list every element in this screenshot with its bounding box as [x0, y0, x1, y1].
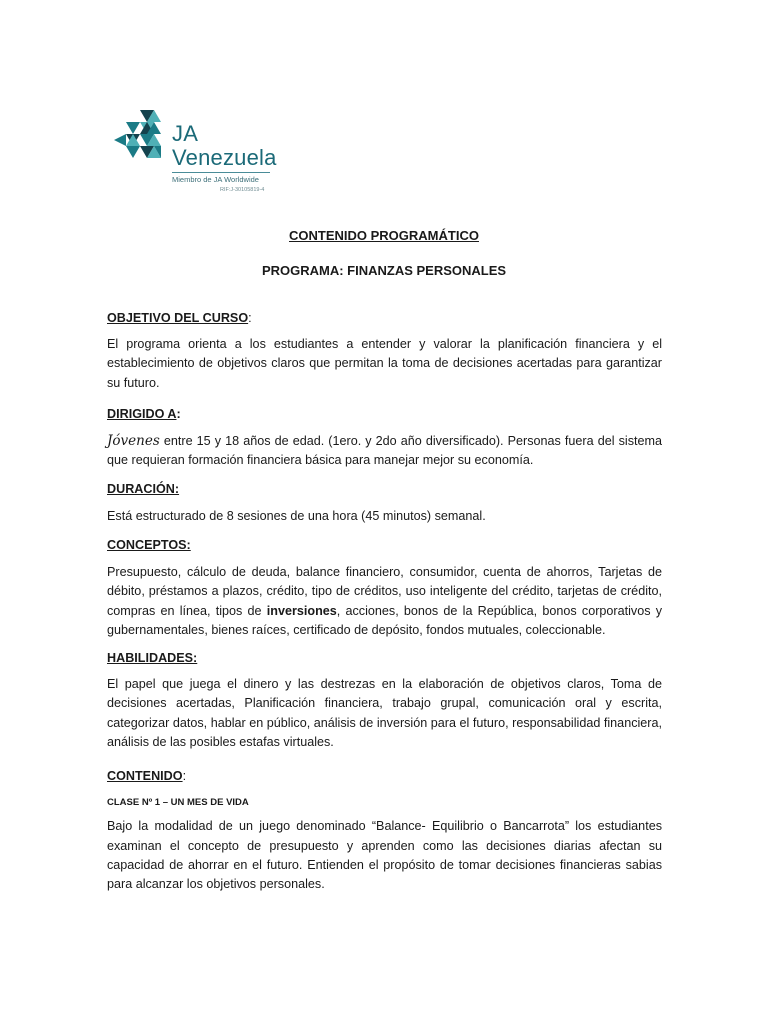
concepts-text-before: Presupuesto, cálculo de deuda, balance financiero, consumidor, cuenta de ahorros, Tarjetas de débito, préstamos a plazos, crédito, tipo de créditos, uso inteligente del crédito, tarjetas de crédito, compras en línea, tipos de	[107, 565, 662, 618]
objective-heading	[107, 309, 662, 328]
concepts-heading: CONCEPTOS:	[107, 538, 191, 552]
triangle-mosaic-icon	[110, 106, 166, 166]
duration-heading: DURACIÓN:	[107, 482, 180, 496]
class1-text: Bajo la modalidad de un juego denominado “Balance- Equilibrio o Bancarrota” los estudiantes examinan el concepto de presupuesto y aprenden como las decisiones diarias afectan su capacidad de ahorrar en el futuro. Entienden el propósito de tomar decisiones financieras sabias para alcanzar los objetivos personales.	[107, 819, 662, 892]
objective-section	[107, 309, 662, 393]
logo-title-line2: Venezuela	[172, 145, 277, 170]
concepts-section	[107, 536, 662, 640]
objective-heading-text: OBJETIVO DEL CURSO	[107, 311, 249, 325]
audience-section	[107, 405, 662, 471]
content-section	[107, 767, 662, 894]
objective-text: El programa orienta a los estudiantes a entender y valorar la planificación financiera y el establecimiento de objetivos claros que permitan la toma de decisiones acertadas para garantizar su futuro.	[107, 337, 662, 390]
audience-heading-text: DIRIGIDO A	[107, 407, 177, 421]
concepts-text-bold: inversiones	[266, 603, 337, 618]
class1-heading: CLASE Nº 1 – UN MES DE VIDA	[107, 797, 249, 809]
ja-venezuela-logo	[110, 106, 290, 200]
logo-divider	[172, 172, 270, 173]
audience-body: entre 15 y 18 años de edad. (1ero. y 2do año diversificado). Personas fuera del sistema que requieran formación financiera básica para manejar mejor su economía.	[107, 434, 662, 468]
document-title: CONTENIDO PROGRAMÁTICO	[289, 228, 479, 243]
audience-text	[107, 432, 662, 470]
program-title: PROGRAMA: FINANZAS PERSONALES	[261, 263, 507, 278]
concepts-text-after: , acciones, bonos de la República, bonos corporativos y gubernamentales, bienes raíces, certificado de depósito, fondos mutuales, coleccionable.	[107, 603, 663, 637]
logo-title	[172, 122, 277, 170]
duration-section	[107, 480, 662, 526]
logo-rif: RIF:J-30105819-4	[220, 187, 265, 193]
objective-heading-suffix: :	[248, 311, 252, 325]
skills-text: El papel que juega el dinero y las destrezas en la elaboración de objetivos claros, Toma de decisiones acertadas, Planificación financiera, trabajo grupal, comunicación oral y escrita, categorizar datos, hablar en público, análisis de inversión para el futuro, responsabilidad financiera, análisis de las posibles estafas virtuales.	[107, 677, 662, 749]
audience-heading	[107, 405, 662, 424]
logo-subtitle: Miembro de JA Worldwide	[172, 175, 259, 184]
duration-text: Está estructurado de 8 sesiones de una hora (45 minutos) semanal.	[107, 509, 486, 524]
content-heading-text: CONTENIDO	[107, 769, 183, 783]
audience-lead: Jóvenes	[107, 433, 160, 450]
audience-heading-suffix: :	[176, 407, 181, 421]
skills-section	[107, 649, 662, 752]
content-heading	[107, 767, 662, 786]
logo-title-line1: JA	[172, 121, 199, 146]
skills-heading: HABILIDADES:	[107, 651, 198, 665]
content-heading-suffix: :	[182, 769, 187, 783]
concepts-text	[107, 563, 662, 640]
